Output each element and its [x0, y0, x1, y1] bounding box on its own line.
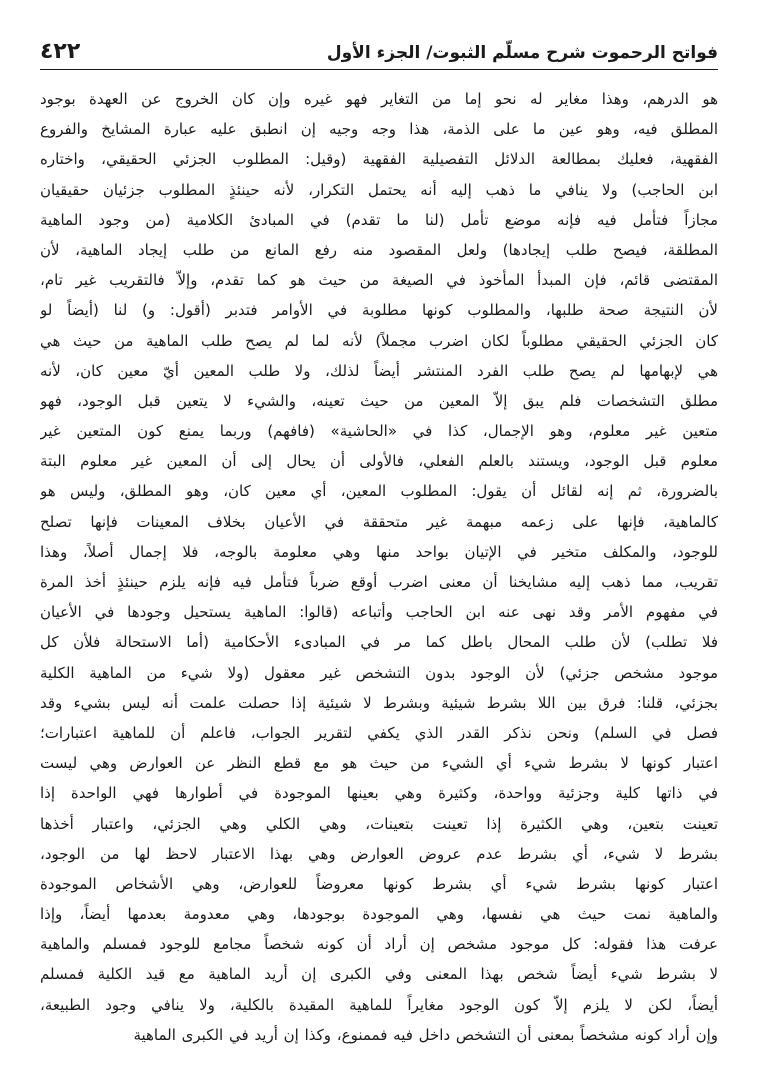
text-line: معلوم قبل الوجود، ويستند بالعلم الفعلي، فالأولى أن يحال إلى أن المعين غير معلوم البتة [40, 452, 718, 471]
text-line: ابن الحاجب) ولا ينافي ما ذهب إليه أنه يحتمل التكرار، لأنه حينئذٍ المطلوب جزئيان حقيقيان [40, 180, 718, 199]
text-line: وإن أراد كونه مشخصاً بمعنى أن التشخص داخل فيه فممنوع، وكذا إن أريد في الكبرى الماهية [133, 1025, 718, 1044]
text-line: تقريب، مما ذهب إليه مشايخنا أن معنى اضرب أوقع ضرباً فتأمل فيه فإنه يلزم حينئذٍ أخذ المرة [40, 573, 718, 591]
text-line: مطلق التشخصات فلم يبق إلاّ المعين من حيث تعينه، والشيء لا يتعين قبل الوجود، فهو [40, 391, 718, 410]
text-line: بجزئي، قلنا: فرق بين اللا بشرط شيئية وبشرط لا شيئية إذا حصلت علمت أنه ليس بشيء وقد [40, 693, 718, 712]
text-line: كان الجزئي الحقيقي مطلوباً لكان اضرب مجملاً) لأنه لما لم يصح طلب الماهية من حيث هي [40, 331, 718, 350]
text-line: في ذاتها كلية وجزئية وواحدة، وكثيرة وهي بعينها الموجودة في أطوارها فهي الواحدة إذا [40, 784, 718, 803]
text-line: كالماهية، فإنها على زعمه مبهمة غير متحققة في الأعيان بخلاف المعينات فإنها تصلح [40, 512, 718, 531]
text-line: الفقهية، فعليك بمطالعة الدلائل التفصيلية الفقهية (وقيل: المطلوب الجزئي الحقيقي، واختاره [40, 150, 718, 169]
text-line: لا بشرط شيء أيضاً شخص بهذا المعنى وفي الكبرى إن أريد الماهية مع قيد الكلية فمسلم [40, 965, 718, 984]
page-number: ٤٢٢ [40, 39, 81, 64]
text-line: والماهية نمت حيث هي نفسها، وهي الموجودة بوجودها، وهي معدومة بعدمها أيضاً، وإذا [40, 905, 718, 924]
text-line: اعتبار كونها بشرط شيء أي بشرط كونها معروضاً للعوارض، وهي الأشخاص الموجودة [40, 874, 718, 893]
text-line: المطلقة، فيصح طلب إيجادها) ولعل المقصود منه رفع المانع من طلب إيجاد الماهية، لأن [40, 240, 718, 259]
body-text [40, 84, 718, 1074]
text-line: مجازاً فتأمل فيه فإنه موضع تأمل (لنا ما تقدم) في المبادئ الكلامية (من وجود الماهية [40, 210, 718, 229]
text-line: المطلق فيه، وهو عين ما على الذمة، هذا وجه وجيه إن انطبق عليه عبارة المشايخ والفروع [40, 120, 718, 139]
text-line: هو الدرهم، وهذا مغاير له نحو إما من التغاير فهو غيره وإن كان الخروج عن العهدة بوجود [40, 90, 718, 108]
text-line: تعينت بتعين، وهي الكثيرة إذا تعينت بتعينات، وهي الكلي وهي الجزئي، واعتبار أخذها [40, 814, 718, 833]
text-line: للوجود، والمكلف متخير في الإتيان بواحد منها وهي معلومة بالوجه، فلا إجمال أصلاً، وهذا [40, 542, 718, 561]
text-line: هي لإبهامها لم يصح طلب الفرد المنتشر أيضاً لذلك، ولا طلب المعين أيّ معين كان، لأنه [40, 361, 718, 380]
text-line: المقتضى قائم، فإن المبدأ المأخوذ في الصيغة من حيث هو كما تقدم، وإلاّ فالتقريب غير تام، [40, 271, 718, 290]
text-line: موجود مشخص جزئي) لأن الوجود بدون التشخص غير معقول (ولا شيء من الماهية الكلية [40, 663, 718, 682]
text-line: بشرط لا شيء، أي بشرط عدم عروض العوارض وهي بهذا الاعتبار لاحظ لها من الوجود، [40, 844, 718, 863]
text-line: أيضاً، لكن لا يلزم إلاّ كون الوجود مغايراً للماهية المقيدة بالكلية، ولا ينافي وجود الطبيعة، [40, 995, 718, 1014]
text-line: فصل في السلم) ونحن نذكر القدر الذي يكفي لتقرير الجواب، فاعلم أن للماهية اعتبارات؛ [40, 723, 718, 742]
running-header [40, 30, 718, 70]
text-line: اعتبار كونها لا بشرط شيء أي الشيء من حيث هو مع قطع النظر عن العوارض وهي ليست [40, 754, 718, 773]
text-line: لأن النتيجة صحة طلبها، والمطلوب كونها مطلوبة في الأوامر فتدبر (أقول: و) لنا (أيضاً لو [40, 301, 718, 320]
book-title: فواتح الرحموت شرح مسلّم الثبوت/ الجزء الأول [326, 43, 718, 63]
text-line: في مفهوم الأمر وقد نهى عنه ابن الحاجب وأتباعه (قالوا: الماهية يستحيل وجودها في الأعيان [40, 603, 718, 622]
text-line: فلا تطلب) لأن طلب المحال باطل كما مر في المبادىء الأحكامية (أما الاستحالة فلأن كل [40, 633, 718, 652]
text-line: متعين غير معلوم، وهو الإجمال، كذا في «الحاشية» (فافهم) وربما يمنع كون المتعين غير [40, 422, 718, 441]
text-line: بالضرورة، ثم إنه لقائل أن يقول: المطلوب المعين، أي معين كان، وهو المطلق، وليس هو [40, 482, 718, 501]
text-line: عرفت هذا فقوله: كل موجود مشخص إن أراد أن كونه شخصاً مجامع للوجود فمسلم والماهية [40, 935, 718, 954]
